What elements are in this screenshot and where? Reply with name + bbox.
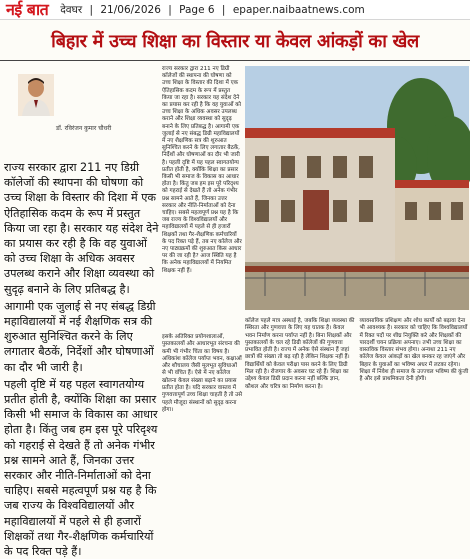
lead-column [4, 160, 160, 559]
body-column-middle-lower: इसके अतिरिक्त प्रयोगशालाओं, पुस्तकालयों और आधारभूत संरचना की कमी भी गंभीर चिंता का विषय है। अधिकांश कॉलेज पर्याप्त भवन, कक्षाओं और शौचालय जैसी मूलभूत सुविधाओं से भी वंचित हैं। ऐसे में नए कॉलेज खोलना केवल संख्या बढ़ाने का प्रयास प्रतीत होता है। यदि सरकार वास्तव में गुणवत्तापूर्ण उच्च शिक्षा चाहती है तो उसे पहले मौजूदा संस्थानों को सुदृढ़ करना होगा। [162, 334, 243, 413]
college-building-photo [245, 66, 469, 310]
epaper-url[interactable]: epaper.naibaatnews.com [232, 3, 365, 16]
body-column-bottom-right: व्यावसायिक प्रशिक्षण और शोध कार्यों को बढ़ावा देना भी आवश्यक है। सरकार को चाहिए कि विश्वविद्यालयों में रिक्त पदों पर शीघ्र नियुक्ति करे और शिक्षकों की पारदर्शी चयन प्रक्रिया अपनाए। तभी उच्च शिक्षा का वास्तविक विस्तार संभव होगा। अन्यथा 211 नए कॉलेज केवल आंकड़ों का खेल बनकर रह जाएंगे और बिहार के युवाओं का भविष्य अधर में लटका रहेगा। शिक्षा में निवेश ही समाज के उज्ज्वल भविष्य की कुंजी है और इसे प्राथमिकता देनी होगी। [359, 318, 469, 383]
headline-divider [0, 60, 470, 61]
body-column-middle: राज्य सरकार द्वारा 211 नए डिग्री कॉलेजों की स्थापना की घोषणा को उच्च शिक्षा के विस्तार की दिशा में एक ऐतिहासिक कदम के रूप में प्रस्तुत किया जा रहा है। सरकार यह संदेश देने का प्रयास कर रही है कि वह युवाओं को उच्च शिक्षा के अधिक अवसर उपलब्ध कराने और शिक्षा व्यवस्था को सुदृढ़ बनाने के लिए प्रतिबद्ध है। आगामी एक जुलाई से नए संबद्ध डिग्री महाविद्यालयों में नए शैक्षणिक सत्र की शुरुआत सुनिश्चित करने के लिए लगातार बैठकें, निर्देशों और घोषणाओं का दौर भी जारी है। पहली दृष्टि में यह पहल स्वागतयोग्य प्रतीत होती है, क्योंकि शिक्षा का प्रसार किसी भी समाज के विकास का आधार होता है। किंतु जब हम इस पूरे परिदृश्य को गहराई से देखते हैं तो अनेक गंभीर प्रश्न सामने आते हैं, जिनका उत्तर सरकार और नीति-निर्माताओं को देना चाहिए। सबसे महत्वपूर्ण प्रश्न यह है कि जब राज्य के विश्वविद्यालयों और महाविद्यालयों में पहले से ही हजारों शिक्षकों तथा गैर-शैक्षणिक कर्मचारियों के पद रिक्त पड़े हैं, तब नए कॉलेज और नए पाठ्यक्रमों की शुरुआत किस आधार पर की जा रही है? आज स्थिति यह है कि अनेक महाविद्यालयों में नियमित शिक्षक नहीं हैं। [162, 66, 242, 274]
page-number: Page 6 [179, 3, 215, 16]
edition-meta: देवघर | 21/06/2026 | Page 6 | epaper.naibaatnews.com [60, 3, 365, 16]
body-column-bottom-left: कॉलेज पहले मात्र अस्थाई है, जबकि शिक्षा व्यवस्था की स्थिरता और गुणवत्ता के लिए यह घातक है। केवल भवन निर्माण करना पर्याप्त नहीं है। बिना शिक्षकों और पुस्तकालयों के चल रहे डिग्री कॉलेजों की गुणवत्ता प्रभावित होती है। राज्य में अनेक ऐसे संस्थान हैं जहां छात्रों की संख्या तो बढ़ रही है लेकिन शिक्षक नहीं हैं। विद्यार्थियों को केवल परीक्षा पास करने के लिए डिग्री मिल रही है। रोजगार के अवसर घट रहे हैं। शिक्षा का उद्देश्य केवल डिग्री प्रदान करना नहीं बल्कि ज्ञान, कौशल और चरित्र का निर्माण करना है। [245, 318, 355, 390]
author-photo [18, 74, 54, 116]
author-box [14, 70, 152, 150]
author-name: डॉ. रविरंजन कुमार चौधरी [56, 125, 112, 132]
lead-paragraph: राज्य सरकार द्वारा 211 नए डिग्री कॉलेजों की स्थापना की घोषणा को उच्च शिक्षा के विस्तार की दिशा में एक ऐतिहासिक कदम के रूप में प्रस्तुत किया जा रहा है। सरकार यह संदेश देने का प्रयास कर रही है कि वह युवाओं को उच्च शिक्षा के अधिक अवसर उपलब्ध कराने और शिक्षा व्यवस्था को सुदृढ़ बनाने के लिए प्रतिबद्ध है। [4, 161, 159, 296]
lead-paragraph: आगामी एक जुलाई से नए संबद्ध डिग्री महाविद्यालयों में नई शैक्षणिक सत्र की शुरुआत सुनिश्चित करने के लिए लगातार बैठकें, निर्देशों और घोषणाओं का दौर भी जारी है। [4, 299, 156, 374]
edition-city: देवघर [60, 3, 83, 16]
lead-paragraph: पहली दृष्टि में यह पहल स्वागतयोग्य प्रतीत होती है, क्योंकि शिक्षा का प्रसार किसी भी समाज के विकास का आधार होता है। किंतु जब हम इस पूरे परिदृश्य को गहराई से देखते हैं तो अनेक गंभीर प्रश्न सामने आते हैं, जिनका उत्तर सरकार और नीति-निर्माताओं को देना चाहिए। सबसे महत्वपूर्ण प्रश्न यह है कि जब राज्य के विश्वविद्यालयों और महाविद्यालयों में पहले से ही हजारों शिक्षकों तथा गैर-शैक्षणिक कर्मचारियों के पद रिक्त पड़े हैं। [4, 377, 158, 559]
edition-date: 21/06/2026 [100, 3, 161, 16]
article-headline: बिहार में उच्च शिक्षा का विस्तार या केवल आंकड़ों का खेल [51, 31, 419, 52]
newspaper-logo[interactable]: नई बात [6, 0, 49, 19]
masthead-bar [0, 0, 470, 20]
body-columns-bottom [245, 318, 469, 498]
